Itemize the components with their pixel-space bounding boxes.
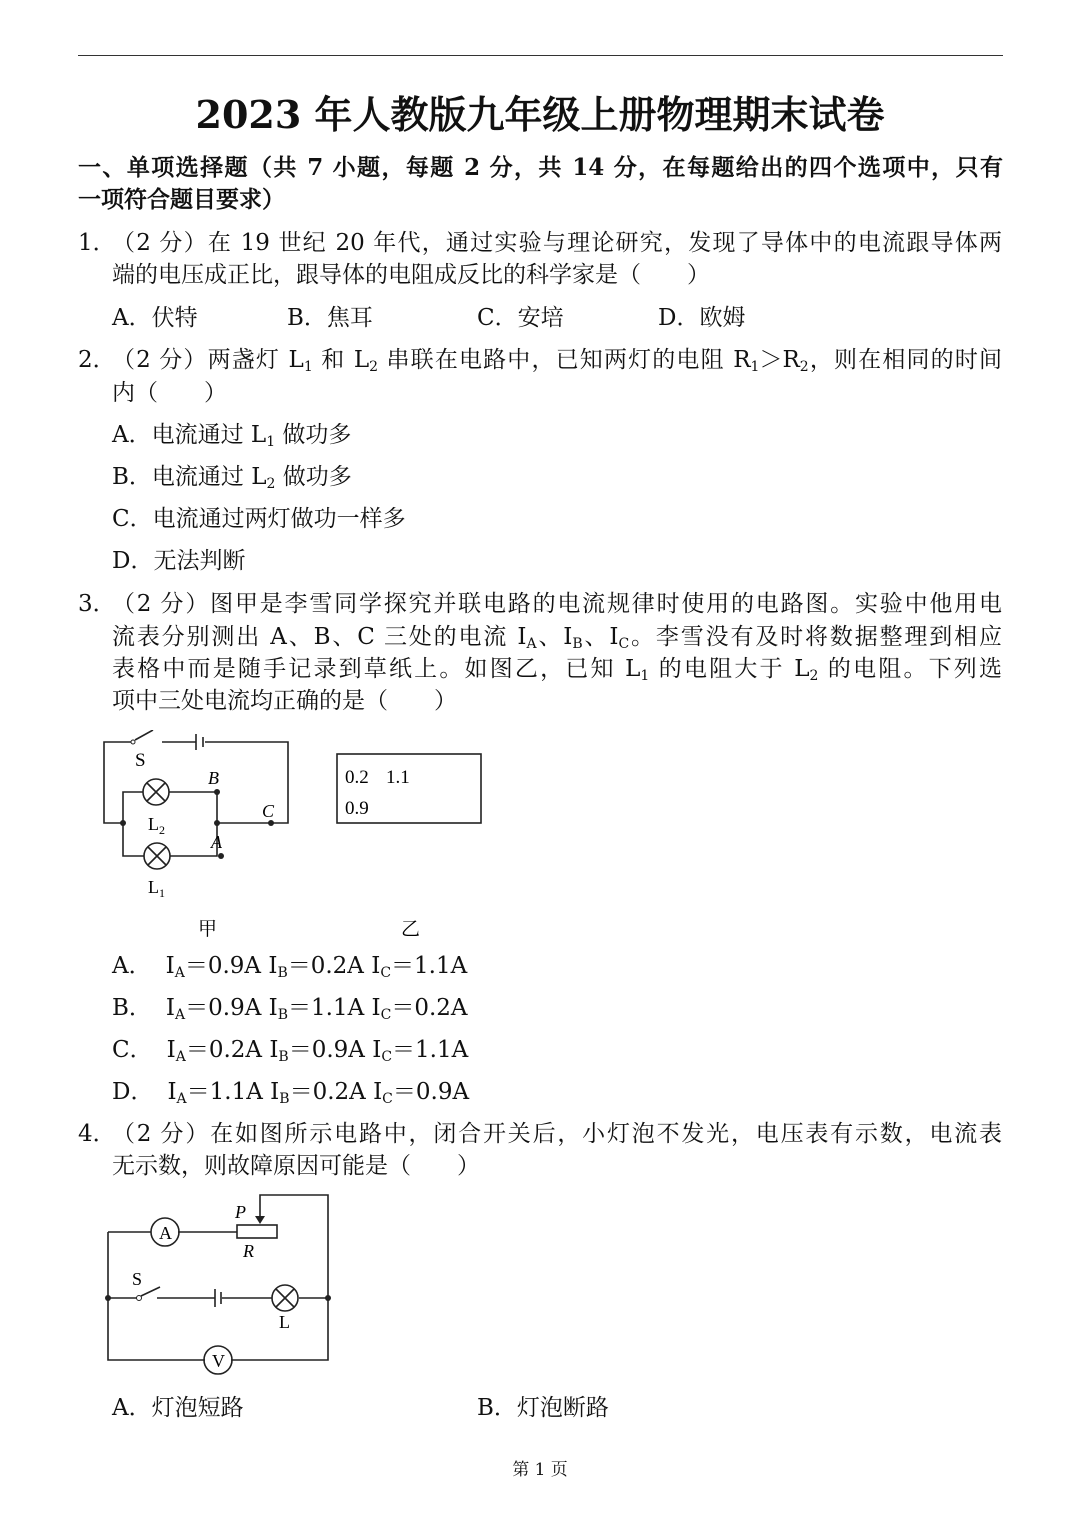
label-l1 — [148, 877, 165, 900]
q3-option-d — [112, 1077, 469, 1107]
sub: 2 — [799, 359, 809, 375]
text: ＝ — [184, 953, 208, 979]
text: I — [270, 1079, 280, 1105]
label-r: R — [243, 1241, 254, 1261]
text: 0.2A — [208, 1037, 263, 1063]
q4-option-b: B．灯泡断路 — [477, 1395, 609, 1421]
q3-number: 3． — [78, 591, 116, 617]
text: 串联在电路中，已知两灯的电阻 R — [378, 347, 751, 373]
text: ＝ — [287, 953, 311, 979]
text: ＝ — [185, 1037, 209, 1063]
text: I — [166, 1037, 176, 1063]
text: A． — [112, 953, 152, 979]
text: 0.2A — [310, 953, 364, 979]
text: I — [165, 995, 175, 1021]
section-heading: 一、单项选择题（共 7 小题，每题 2 分，共 14 分，在每题给出的四个选项中，只有 — [78, 154, 1003, 181]
sub: B — [572, 636, 583, 652]
q2-text-cont: 内（ ） — [112, 380, 227, 406]
sub: A — [175, 1007, 186, 1023]
q1-option-d: D．欧姆 — [658, 305, 746, 331]
text: 、I — [582, 624, 619, 650]
q2-text — [112, 345, 1002, 375]
text: I — [165, 953, 175, 979]
sub: 1 — [266, 434, 276, 450]
text: ，则在相同的时间 — [808, 347, 1002, 373]
label-b: B — [208, 768, 219, 788]
sub: 1 — [303, 359, 313, 375]
text: I — [269, 1037, 279, 1063]
voltmeter-label: V — [212, 1351, 225, 1371]
sub: A — [175, 1049, 186, 1065]
text: I — [268, 953, 278, 979]
sub: 2 — [369, 359, 379, 375]
text: L — [148, 814, 159, 834]
text: ＝ — [391, 953, 415, 979]
text: 1.1A — [311, 995, 365, 1021]
q3-text-4: 项中三处电流均正确的是（ ） — [112, 688, 457, 714]
text: 0.9A — [311, 1037, 365, 1063]
text — [364, 995, 371, 1021]
text: I — [372, 1037, 382, 1063]
q2-option-d: D．无法判断 — [112, 548, 246, 574]
page-number: 第 1 页 — [512, 1460, 568, 1480]
text: 0.2A — [312, 1079, 366, 1105]
sub: A — [526, 636, 537, 652]
text: ＝ — [289, 1079, 313, 1105]
circuit-jia-wires — [104, 730, 288, 869]
sub: B — [277, 965, 288, 981]
text: A．电流通过 L — [112, 422, 267, 448]
q2-option-a — [112, 420, 351, 450]
text: 1.1A — [209, 1079, 263, 1105]
text: ＝ — [392, 1079, 416, 1105]
q3-option-c — [112, 1035, 468, 1065]
text: 做功多 — [275, 464, 352, 490]
text — [261, 995, 268, 1021]
label-l2 — [148, 814, 165, 837]
q3-option-b — [112, 993, 468, 1023]
caption-jia: 甲 — [198, 919, 218, 940]
header-rule — [78, 55, 1003, 56]
sub: A — [174, 965, 185, 981]
text: 表格中而是随手记录到草纸上。如图乙，已知 L — [112, 656, 641, 682]
q4-option-a: A．灯泡短路 — [112, 1395, 244, 1421]
q3-text-2 — [112, 622, 1002, 652]
q4-number: 4． — [78, 1121, 116, 1147]
text: ＞R — [759, 347, 800, 373]
sub: 1 — [750, 359, 760, 375]
text: 0.9A — [207, 953, 262, 979]
q2-option-b — [112, 462, 352, 492]
sub: C — [381, 1049, 393, 1065]
label-p: P — [235, 1202, 246, 1222]
label-s: S — [132, 1269, 143, 1289]
sub: C — [618, 636, 630, 652]
q2-option-c: C．电流通过两灯做功一样多 — [112, 506, 406, 532]
text — [366, 1079, 373, 1105]
label-l: L — [279, 1312, 290, 1332]
q4-circuit-figure — [95, 1190, 355, 1390]
q4-text: （2 分）在如图所示电路中，闭合开关后，小灯泡不发光，电压表有示数，电流表 — [112, 1121, 1002, 1147]
sub: B — [277, 1007, 289, 1023]
text: 流表分别测出 A、B、C 三处的电流 I — [112, 624, 527, 650]
q1-option-b: B．焦耳 — [287, 305, 373, 331]
sub: 2 — [809, 668, 819, 684]
text: L — [148, 877, 159, 897]
value: 1.1 — [386, 767, 410, 788]
q3-option-a — [112, 951, 467, 981]
sub: C — [380, 1007, 392, 1023]
text: 和 L — [312, 347, 370, 373]
label-c: C — [262, 801, 275, 821]
text: 1.1A — [414, 953, 468, 979]
caption-yi: 乙 — [401, 919, 421, 940]
text: B．电流通过 L — [112, 464, 267, 490]
text: D． — [112, 1079, 154, 1105]
sub: 1 — [159, 886, 165, 900]
q1-number: 1． — [78, 230, 116, 256]
text: 做功多 — [275, 422, 352, 448]
q3-text-3 — [112, 654, 1002, 684]
q4-text-cont: 无示数，则故障原因可能是（ ） — [112, 1153, 480, 1179]
q3-circuit-figures — [95, 730, 515, 950]
sub: B — [279, 1091, 290, 1107]
text: ＝ — [391, 995, 415, 1021]
q1-text: （2 分）在 19 世纪 20 年代，通过实验与理论研究，发现了导体中的电流跟导体两 — [112, 230, 1002, 256]
text: I — [371, 995, 381, 1021]
text: ＝ — [392, 1037, 416, 1063]
sub: B — [278, 1049, 289, 1065]
text: ＝ — [185, 995, 209, 1021]
text: 、I — [536, 624, 573, 650]
text: I — [371, 953, 381, 979]
q1-option-a: A．伏特 — [112, 305, 198, 331]
text: I — [167, 1079, 177, 1105]
text: （2 分）两盏灯 L — [112, 347, 304, 373]
sub: C — [382, 1091, 393, 1107]
text: C． — [112, 1037, 153, 1063]
page-title: 2023 年人教版九年级上册物理期末试卷 — [195, 92, 885, 137]
text: 1.1A — [415, 1037, 469, 1063]
text: 的电阻大于 L — [649, 656, 810, 682]
sub: 2 — [159, 823, 165, 837]
text: I — [373, 1079, 383, 1105]
text: ＝ — [288, 1037, 312, 1063]
q3-text: （2 分）图甲是李雪同学探究并联电路的电流规律时使用的电路图。实验中他用电 — [112, 591, 1002, 617]
sub: A — [176, 1091, 187, 1107]
q1-text-cont: 端的电压成正比，跟导体的电阻成反比的科学家是（ ） — [112, 262, 710, 288]
text: B． — [112, 995, 152, 1021]
text: 。李雪没有及时将数据整理到相应 — [629, 624, 1002, 650]
label-s: S — [135, 750, 146, 771]
q2-number: 2． — [78, 347, 116, 373]
text: ＝ — [186, 1079, 210, 1105]
label-a: A — [211, 832, 222, 852]
value: 0.2 — [345, 767, 369, 788]
sub: 1 — [640, 668, 650, 684]
value: 0.9 — [345, 798, 369, 819]
sub: 2 — [266, 476, 276, 492]
text: ＝ — [288, 995, 312, 1021]
q1-option-c: C．安培 — [477, 305, 564, 331]
text: 的电阻。下列选 — [818, 656, 1002, 682]
ammeter-label: A — [159, 1223, 172, 1243]
text: 0.9A — [415, 1079, 470, 1105]
text: 0.2A — [414, 995, 468, 1021]
text: I — [268, 995, 278, 1021]
text: 0.9A — [208, 995, 262, 1021]
sub: C — [380, 965, 392, 981]
section-heading-cont: 一项符合题目要求） — [78, 186, 285, 213]
